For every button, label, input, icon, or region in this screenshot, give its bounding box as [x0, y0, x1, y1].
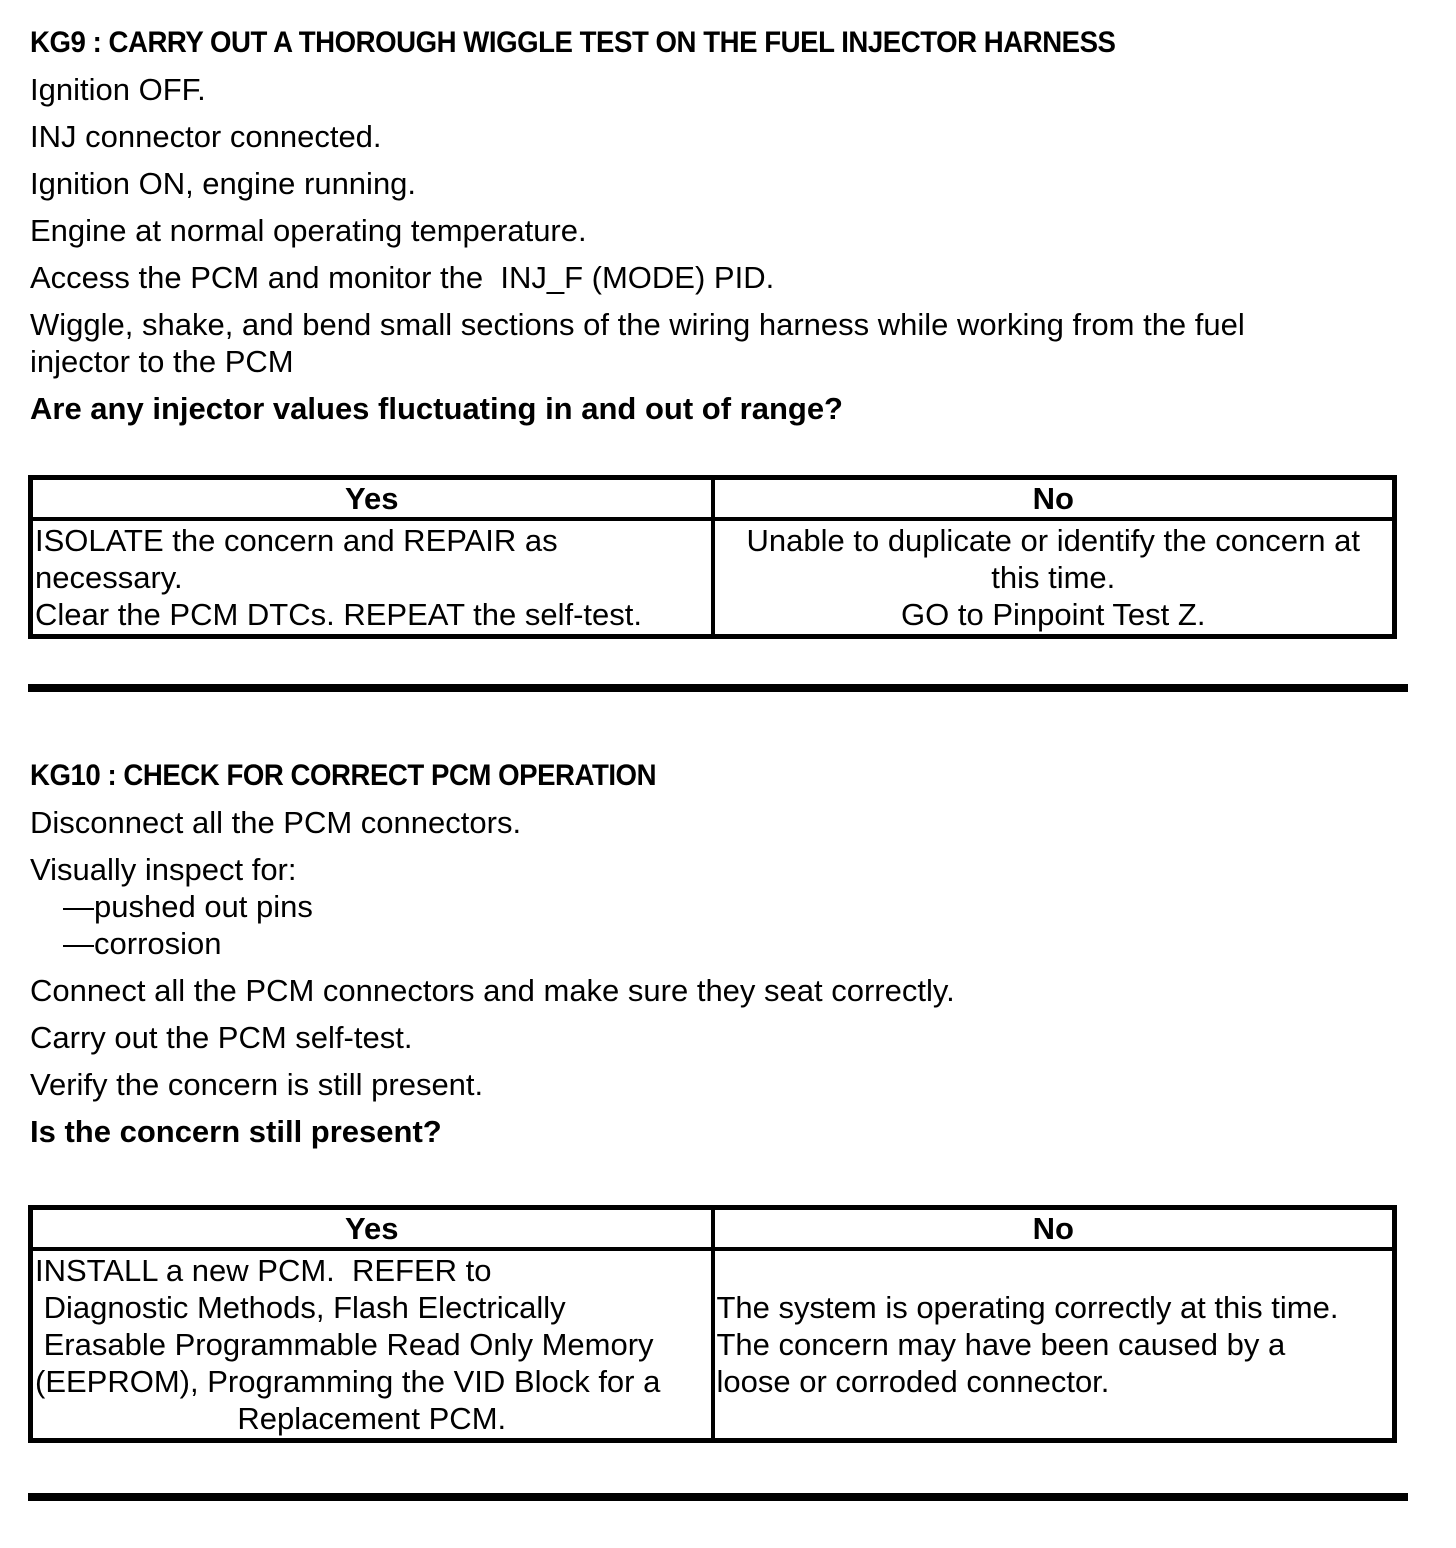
- cell-text: Clear the PCM DTCs. REPEAT the self-test.: [35, 597, 642, 632]
- yes-cell: [31, 1249, 713, 1441]
- step-text: INJ connector connected.: [30, 119, 382, 154]
- kg9-question: [30, 390, 1456, 427]
- yes-header-cell: Yes: [31, 478, 713, 520]
- cell-text: The concern may have been caused by a: [716, 1327, 1286, 1362]
- step-text: injector to the PCM: [30, 344, 294, 379]
- kg9-step: [30, 118, 1456, 155]
- step-text: Ignition ON, engine running.: [30, 166, 417, 201]
- kg9-step: [30, 165, 1456, 202]
- yes-header-cell: Yes: [31, 1208, 713, 1250]
- section-kg9: [30, 24, 1456, 639]
- cell-text: Unable to duplicate or identify the concern at: [746, 523, 1360, 558]
- step-text: Engine at normal operating temperature.: [30, 213, 587, 248]
- cell-text: Diagnostic Methods, Flash Electrically: [35, 1290, 566, 1325]
- cell-text: Replacement PCM.: [237, 1401, 507, 1436]
- cell-text: Erasable Programmable Read Only Memory: [35, 1327, 654, 1362]
- no-cell: [713, 519, 1395, 637]
- cell-text: ISOLATE the concern and REPAIR as: [35, 523, 558, 558]
- cell-text: INSTALL a new PCM. REFER to: [35, 1253, 492, 1288]
- kg10-step: [30, 851, 1456, 962]
- step-text: Carry out the PCM self-test.: [30, 1020, 413, 1055]
- kg10-question: [30, 1113, 1456, 1150]
- cell-text: necessary.: [35, 560, 183, 595]
- kg9-step: [30, 212, 1456, 249]
- no-header-cell: No: [713, 478, 1395, 520]
- section-divider: [28, 684, 1408, 692]
- cell-text: this time.: [991, 560, 1116, 595]
- table-body-row: [31, 1249, 1395, 1441]
- kg9-step: [30, 306, 1456, 380]
- kg10-step: [30, 804, 1456, 841]
- question-text: Is the concern still present?: [30, 1114, 442, 1149]
- kg9-decision-table: [28, 475, 1397, 639]
- step-text: Connect all the PCM connectors and make sure they seat correctly.: [30, 973, 955, 1008]
- cell-text: (EEPROM), Programming the VID Block for a: [35, 1364, 661, 1399]
- cell-text: GO to Pinpoint Test Z.: [901, 597, 1206, 632]
- no-header-cell: No: [713, 1208, 1395, 1250]
- kg10-decision-table: [28, 1205, 1397, 1443]
- table-header-row: [31, 478, 1395, 520]
- section-kg10: [30, 757, 1456, 1443]
- step-text: Verify the concern is still present.: [30, 1067, 484, 1102]
- step-subitem: —pushed out pins: [63, 889, 313, 924]
- step-text: Access the PCM and monitor the INJ_F (MODE) PID.: [30, 260, 775, 295]
- kg10-step: [30, 972, 1456, 1009]
- cell-text: The system is operating correctly at this time.: [716, 1290, 1339, 1325]
- no-cell: [713, 1249, 1395, 1441]
- step-subitem: —corrosion: [63, 926, 222, 961]
- table-header-row: [31, 1208, 1395, 1250]
- step-text: Disconnect all the PCM connectors.: [30, 805, 522, 840]
- kg9-step: [30, 71, 1456, 108]
- step-text: Wiggle, shake, and bend small sections of the wiring harness while working from the fuel: [30, 307, 1245, 342]
- yes-cell: [31, 519, 713, 637]
- kg9-title: KG9 : CARRY OUT A THOROUGH WIGGLE TEST ON THE FUEL INJECTOR HARNESS: [30, 26, 1116, 59]
- kg10-step: [30, 1019, 1456, 1056]
- section-divider: [28, 1493, 1408, 1501]
- kg10-title: KG10 : CHECK FOR CORRECT PCM OPERATION: [30, 759, 657, 792]
- kg9-step: [30, 259, 1456, 296]
- step-text: Visually inspect for:: [30, 852, 297, 887]
- kg10-step: [30, 1066, 1456, 1103]
- cell-text: loose or corroded connector.: [716, 1364, 1110, 1399]
- table-body-row: [31, 519, 1395, 637]
- question-text: Are any injector values fluctuating in and out of range?: [30, 391, 843, 426]
- step-text: Ignition OFF.: [30, 72, 206, 107]
